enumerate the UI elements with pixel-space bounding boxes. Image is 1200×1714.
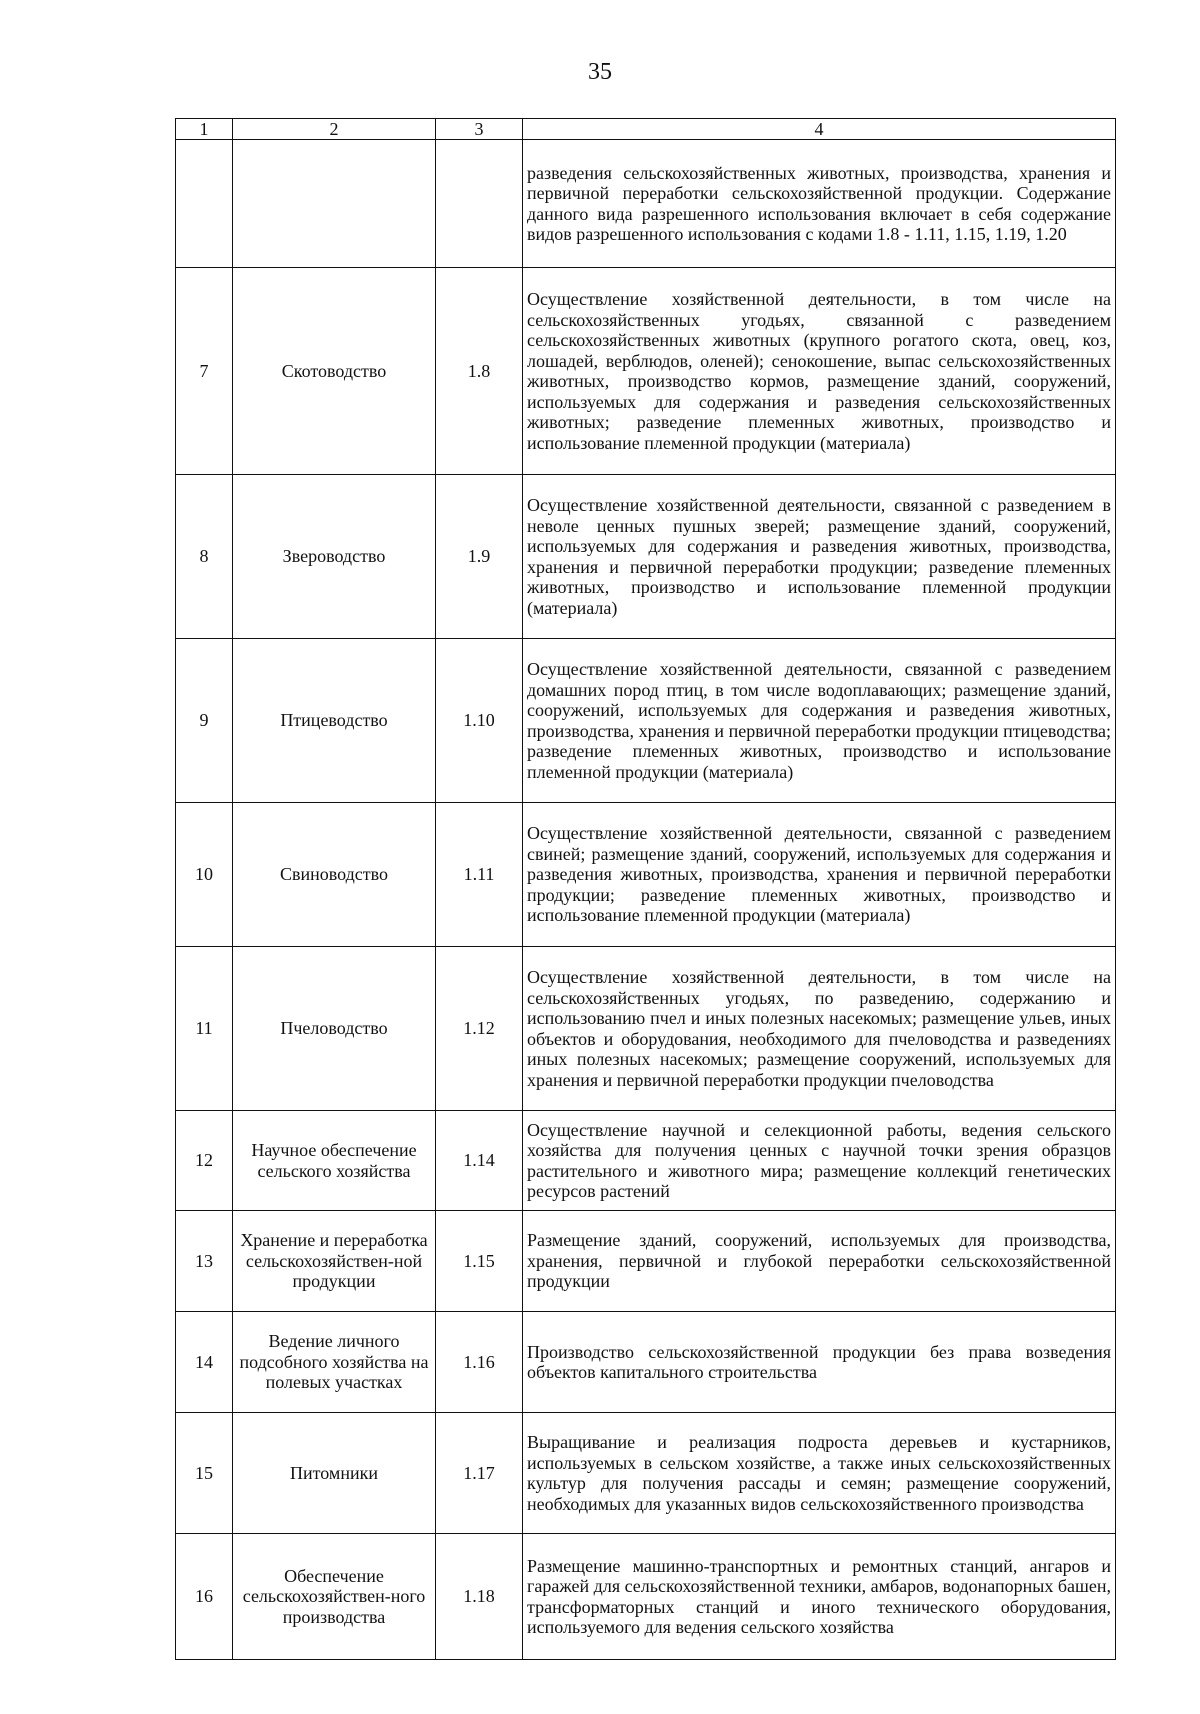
row-number: 8 [176,475,233,639]
row-number [176,140,233,268]
row-use-name: Хранение и переработка сельскохозяйствен-ной продукции [233,1211,436,1312]
header-col-1: 1 [176,119,233,140]
row-use-code: 1.15 [436,1211,523,1312]
row-use-name: Свиноводство [233,803,436,947]
row-use-name: Птицеводство [233,639,436,803]
table-row [176,947,1116,1111]
row-use-code: 1.16 [436,1312,523,1413]
row-use-name [233,140,436,268]
table-row [176,803,1116,947]
row-number: 13 [176,1211,233,1312]
row-description: Размещение зданий, сооружений, используемых для производства, хранения, первичной и глубокой переработки сельскохозяйственной продукции [523,1211,1116,1312]
row-use-code: 1.14 [436,1111,523,1211]
land-use-table [175,118,1116,1660]
row-use-code [436,140,523,268]
row-description: Осуществление хозяйственной деятельности, в том числе на сельскохозяйственных угодьях, связанной с разведением сельскохозяйственных животных (крупного рогатого скота, овец, коз, лошадей, верблюдов, оленей); сенокошение, выпас сельскохозяйственных животных, производство кормов, размещение зданий, сооружений, используемых для содержания и разведения сельскохозяйственных животных; разведение племенных животных, производство и использование племенной продукции (материала) [523,268,1116,475]
row-number: 9 [176,639,233,803]
header-col-2: 2 [233,119,436,140]
row-use-name: Питомники [233,1413,436,1534]
table-row [176,639,1116,803]
table-row [176,1534,1116,1660]
row-use-code: 1.8 [436,268,523,475]
header-col-3: 3 [436,119,523,140]
row-description: Осуществление хозяйственной деятельности, в том числе на сельскохозяйственных угодьях, по разведению, содержанию и использованию пчел и иных полезных насекомых; размещение ульев, иных объектов и оборудования, необходимого для пчеловодства и разведениях иных полезных насекомых; размещение сооружений, используемых для хранения и первичной переработки продукции пчеловодства [523,947,1116,1111]
row-use-name: Обеспечение сельскохозяйствен-ного производства [233,1534,436,1660]
row-use-name: Научное обеспечение сельского хозяйства [233,1111,436,1211]
row-description: Осуществление хозяйственной деятельности, связанной с разведением домашних пород птиц, в том числе водоплавающих; размещение зданий, сооружений, используемых для содержания и разведения животных, производства, хранения и первичной переработки продукции птицеводства; разведение племенных животных, производство и использование племенной продукции (материала) [523,639,1116,803]
row-description: Осуществление научной и селекционной работы, ведения сельского хозяйства для получения ценных с научной точки зрения образцов растительного и животного мира; размещение коллекций генетических ресурсов растений [523,1111,1116,1211]
page-number: 35 [588,59,612,85]
row-use-code: 1.18 [436,1534,523,1660]
table-row [176,1111,1116,1211]
table-row [176,268,1116,475]
row-number: 7 [176,268,233,475]
table-row [176,1312,1116,1413]
row-number: 14 [176,1312,233,1413]
table-row [176,1211,1116,1312]
row-use-name: Скотоводство [233,268,436,475]
row-description: Осуществление хозяйственной деятельности, связанной с разведением в неволе ценных пушных зверей; размещение зданий, сооружений, используемых для содержания и разведения животных, производства, хранения и первичной переработки продукции; разведение племенных животных, производство и использование племенной продукции (материала) [523,475,1116,639]
row-use-code: 1.12 [436,947,523,1111]
row-use-code: 1.9 [436,475,523,639]
row-description: Размещение машинно-транспортных и ремонтных станций, ангаров и гаражей для сельскохозяйственной техники, амбаров, водонапорных башен, трансформаторных станций и иного технического оборудования, используемого для ведения сельского хозяйства [523,1534,1116,1660]
table-body [176,140,1116,1660]
row-description: Осуществление хозяйственной деятельности, связанной с разведением свиней; размещение зданий, сооружений, используемых для содержания и разведения животных, производства, хранения и первичной переработки продукции; разведение племенных животных, производство и использование племенной продукции (материала) [523,803,1116,947]
table-row [176,140,1116,268]
row-use-name: Ведение личного подсобного хозяйства на полевых участках [233,1312,436,1413]
row-use-name: Пчеловодство [233,947,436,1111]
row-use-code: 1.10 [436,639,523,803]
row-number: 11 [176,947,233,1111]
row-use-code: 1.11 [436,803,523,947]
row-number: 16 [176,1534,233,1660]
header-col-4: 4 [523,119,1116,140]
row-description: Производство сельскохозяйственной продукции без права возведения объектов капитального строительства [523,1312,1116,1413]
row-description: Выращивание и реализация подроста деревьев и кустарников, используемых в сельском хозяйстве, а также иных сельскохозяйственных культур для получения рассады и семян; размещение сооружений, необходимых для указанных видов сельскохозяйственного производства [523,1413,1116,1534]
table-row [176,1413,1116,1534]
row-number: 15 [176,1413,233,1534]
row-use-name: Звероводство [233,475,436,639]
header-row [176,119,1116,140]
row-number: 10 [176,803,233,947]
row-description: разведения сельскохозяйственных животных, производства, хранения и первичной переработки сельскохозяйственной продукции. Содержание данного вида разрешенного использования включает в себя содержание видов разрешенного использования с кодами 1.8 - 1.11, 1.15, 1.19, 1.20 [523,140,1116,268]
table-row [176,475,1116,639]
row-use-code: 1.17 [436,1413,523,1534]
row-number: 12 [176,1111,233,1211]
